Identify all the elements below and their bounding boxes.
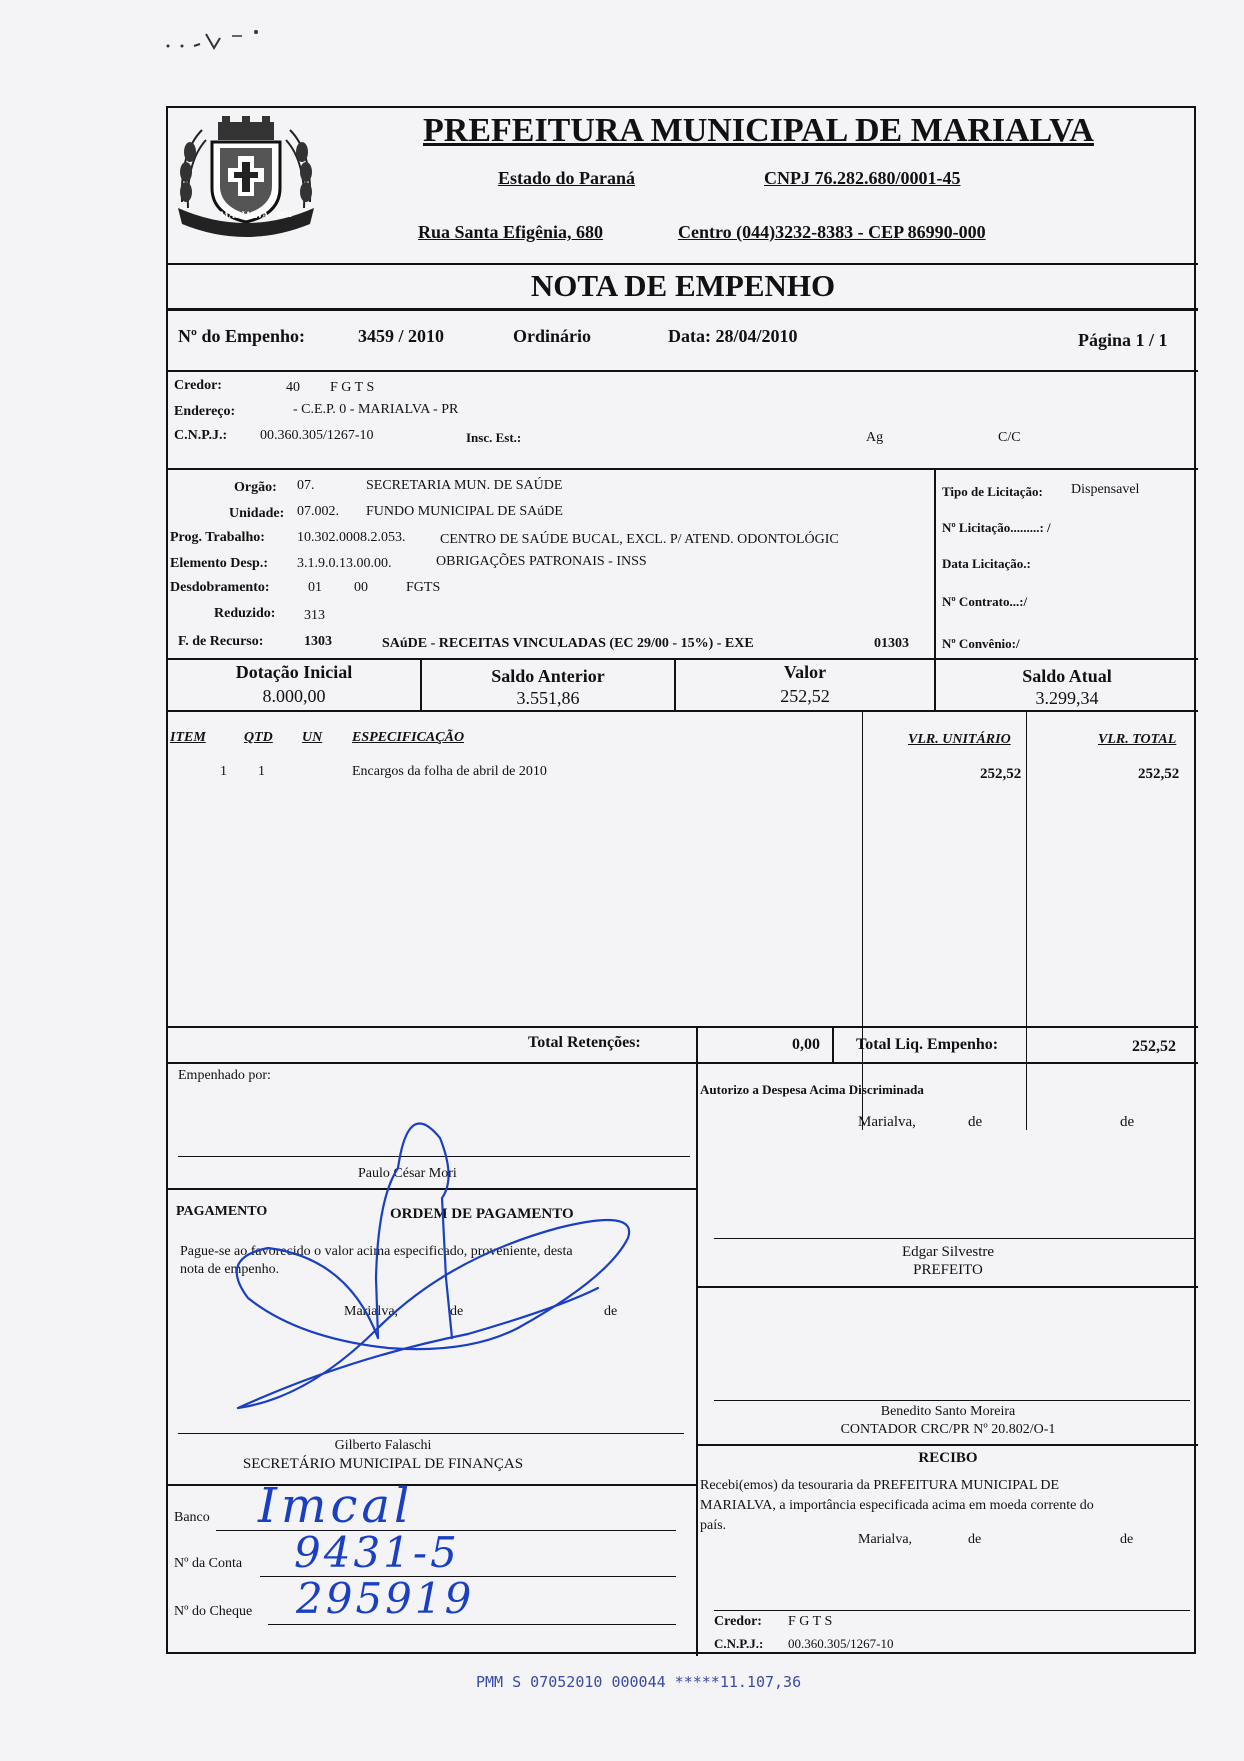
unidade-code: 07.002.: [297, 504, 339, 519]
credor-name: F G T S: [330, 380, 375, 395]
desdobramento-a: 01: [308, 580, 322, 595]
row-qtd: 1: [258, 764, 265, 779]
total-liquido-value: 252,52: [1132, 1038, 1176, 1055]
divider: [168, 1484, 696, 1486]
pagamento-text-1: Pague-se ao favorecido o valor acima especificado, proveniente, desta: [180, 1244, 573, 1259]
retencoes-value: 0,00: [792, 1036, 820, 1053]
divider: [168, 658, 1198, 660]
divider: [934, 468, 936, 658]
divider: [168, 468, 1198, 470]
cheque-line: [268, 1624, 676, 1625]
recurso-label: F. de Recurso:: [178, 634, 264, 649]
processing-stamp: PMM S 07052010 000044 *****11.107,36: [476, 1673, 802, 1691]
dotacao-label: Dotação Inicial: [235, 662, 353, 682]
reduzido-label: Reduzido:: [214, 606, 276, 621]
cheque-value: 295919: [296, 1574, 475, 1623]
recibo-title: RECIBO: [918, 1450, 978, 1466]
valor-value: 252,52: [780, 686, 830, 706]
recurso-code-2: 01303: [874, 636, 909, 651]
divider: [1026, 710, 1027, 1130]
col-spec: ESPECIFICAÇÃO: [352, 730, 465, 745]
page-title: PREFEITURA MUNICIPAL DE MARIALVA: [423, 112, 1094, 149]
document-title: NOTA DE EMPENHO: [530, 268, 836, 303]
saldo-atual-value: 3.299,34: [1035, 688, 1099, 708]
prefeito-name: Edgar Silvestre: [901, 1244, 995, 1260]
pagamento-de-2: de: [604, 1304, 618, 1319]
dotacao-value: 8.000,00: [262, 686, 326, 706]
col-unit-value: VLR. UNITÁRIO: [908, 732, 1011, 747]
elemento-label: Elemento Desp.:: [170, 556, 268, 571]
conta-value: 9431-5: [294, 1528, 460, 1577]
unidade-label: Unidade:: [229, 506, 285, 521]
recibo-text-2: MARIALVA, a importância especificada acima em moeda corrente do: [700, 1498, 1094, 1513]
recurso-name: SAúDE - RECEITAS VINCULADAS (EC 29/00 - 15%) - EXE: [382, 636, 754, 651]
tipo-licitacao-value: Dispensavel: [1071, 482, 1140, 497]
recurso-code: 1303: [304, 634, 332, 649]
divider: [862, 710, 863, 1130]
contrato-number: Nº Contrato...:/: [942, 594, 1028, 609]
divider: [168, 370, 1198, 372]
divider: [696, 1444, 1198, 1446]
recibo-cnpj-value: 00.360.305/1267-10: [788, 1636, 894, 1651]
recibo-de-2: de: [1120, 1532, 1134, 1547]
header-cnpj: CNPJ 76.282.680/0001-45: [764, 168, 961, 188]
endereco-label: Endereço:: [174, 404, 236, 419]
orgao-label: Orgão:: [234, 480, 277, 495]
secretario-name: Gilberto Falaschi: [334, 1438, 432, 1453]
unidade-name: FUNDO MUNICIPAL DE SAúDE: [366, 504, 563, 519]
total-liquido-label: Total Liq. Empenho:: [856, 1036, 999, 1053]
empenho-number-value: 3459 / 2010: [358, 326, 445, 346]
elemento-name: OBRIGAÇÕES PATRONAIS - INSS: [436, 554, 647, 569]
cheque-label: Nº do Cheque: [174, 1604, 253, 1619]
empenho-form: [166, 106, 1196, 1654]
empenhado-name: Paulo César Mori: [358, 1166, 457, 1181]
saldo-anterior-value: 3.551,86: [516, 688, 580, 708]
cnpj-value: 00.360.305/1267-10: [260, 428, 374, 443]
pagamento-place: Marialva,: [344, 1304, 399, 1319]
handwritten-signature: [228, 1098, 788, 1438]
saldo-anterior-label: Saldo Anterior: [491, 666, 605, 686]
recibo-de-1: de: [968, 1532, 982, 1547]
convenio-number: Nº Convênio:/: [942, 636, 1020, 651]
divider: [832, 1026, 834, 1062]
pagamento-text-2: nota de empenho.: [180, 1262, 280, 1277]
pagamento-de-1: de: [450, 1304, 464, 1319]
header-address: Rua Santa Efigênia, 680: [418, 222, 604, 242]
autorizo-place: Marialva,: [858, 1114, 916, 1130]
recibo-text-3: país.: [700, 1518, 727, 1533]
elemento-code: 3.1.9.0.13.00.00.: [297, 556, 392, 571]
row-total-value: 252,52: [1138, 766, 1180, 782]
banco-label: Banco: [174, 1510, 210, 1525]
prog-code: 10.302.0008.2.053.: [297, 530, 406, 545]
autorizo-de-1: de: [968, 1114, 983, 1130]
saldo-atual-label: Saldo Atual: [1022, 666, 1112, 686]
cc-label: C/C: [998, 430, 1021, 445]
licitacao-date: Data Licitação.:: [942, 556, 1031, 571]
speck-marks: [160, 22, 300, 52]
col-item: ITEM: [170, 730, 206, 745]
empenhado-label: Empenhado por:: [178, 1068, 271, 1083]
recibo-place: Marialva,: [858, 1532, 913, 1547]
recibo-credor-value: F G T S: [788, 1614, 833, 1629]
prog-name: CENTRO DE SAÚDE BUCAL, EXCL. P/ ATEND. ODONTOLÓGIC: [440, 532, 839, 547]
reduzido-value: 313: [304, 608, 325, 623]
divider: [168, 263, 1198, 265]
empenho-date: Data: 28/04/2010: [668, 326, 798, 346]
divider: [168, 710, 1198, 712]
divider: [168, 1026, 1198, 1028]
divider: [168, 1062, 1198, 1064]
divider: [168, 308, 1198, 311]
credor-code: 40: [286, 380, 300, 395]
header-state: Estado do Paraná: [498, 168, 636, 188]
signature-line: [714, 1610, 1190, 1611]
valor-label: Valor: [783, 662, 827, 682]
coat-of-arms-icon: [172, 112, 320, 240]
prog-label: Prog. Trabalho:: [170, 530, 265, 545]
prefeito-role: PREFEITO: [913, 1262, 983, 1278]
city-seal: [172, 112, 320, 240]
cnpj-label: C.N.P.J.:: [174, 428, 228, 443]
autorizo-title: Autorizo a Despesa Acima Discriminada: [700, 1082, 924, 1097]
row-item: 1: [220, 764, 227, 779]
retencoes-label: Total Retenções:: [528, 1034, 641, 1051]
pagamento-title: PAGAMENTO: [176, 1204, 268, 1219]
recibo-text-1: Recebi(emos) da tesouraria da PREFEITURA MUNICIPAL DE: [700, 1478, 1060, 1493]
orgao-code: 07.: [297, 478, 315, 493]
orgao-name: SECRETARIA MUN. DE SAÚDE: [366, 478, 563, 493]
insc-label: Insc. Est.:: [466, 430, 522, 445]
ag-label: Ag: [866, 430, 884, 445]
empenho-number-label: Nº do Empenho:: [178, 326, 305, 346]
row-unit-value: 252,52: [980, 766, 1022, 782]
scan-specks: [160, 22, 300, 52]
desdobramento-label: Desdobramento:: [170, 580, 270, 595]
endereco-value: - C.E.P. 0 - MARIALVA - PR: [293, 402, 459, 417]
desdobramento-b: 00: [354, 580, 368, 595]
secretario-role: SECRETÁRIO MUNICIPAL DE FINANÇAS: [242, 1456, 524, 1472]
empenho-kind: Ordinário: [513, 326, 592, 346]
seal-text: MARIALVA: [220, 210, 269, 220]
col-un: UN: [302, 730, 323, 745]
banco-value: Imcal: [258, 1478, 414, 1534]
ordem-pagamento-title: ORDEM DE PAGAMENTO: [390, 1206, 574, 1222]
row-spec: Encargos da folha de abril de 2010: [352, 764, 547, 779]
page-number: Página 1 / 1: [1078, 330, 1168, 350]
autorizo-de-2: de: [1120, 1114, 1135, 1130]
col-total-value: VLR. TOTAL: [1098, 732, 1177, 747]
contador-role: CONTADOR CRC/PR Nº 20.802/O-1: [840, 1422, 1056, 1437]
desdobramento-name: FGTS: [406, 580, 441, 595]
col-qtd: QTD: [244, 730, 273, 745]
conta-label: Nº da Conta: [174, 1556, 243, 1571]
licitacao-number: Nº Licitação.........: /: [942, 520, 1051, 535]
recibo-credor-label: Credor:: [714, 1614, 762, 1629]
seal-year: 1951: [276, 210, 292, 219]
contador-name: Benedito Santo Moreira: [880, 1404, 1016, 1419]
header-address-rest: Centro (044)3232-8383 - CEP 86990-000: [678, 222, 986, 242]
tipo-licitacao-label: Tipo de Licitação:: [942, 484, 1043, 499]
recibo-cnpj-label: C.N.P.J.:: [714, 1636, 764, 1651]
credor-label: Credor:: [174, 378, 222, 393]
